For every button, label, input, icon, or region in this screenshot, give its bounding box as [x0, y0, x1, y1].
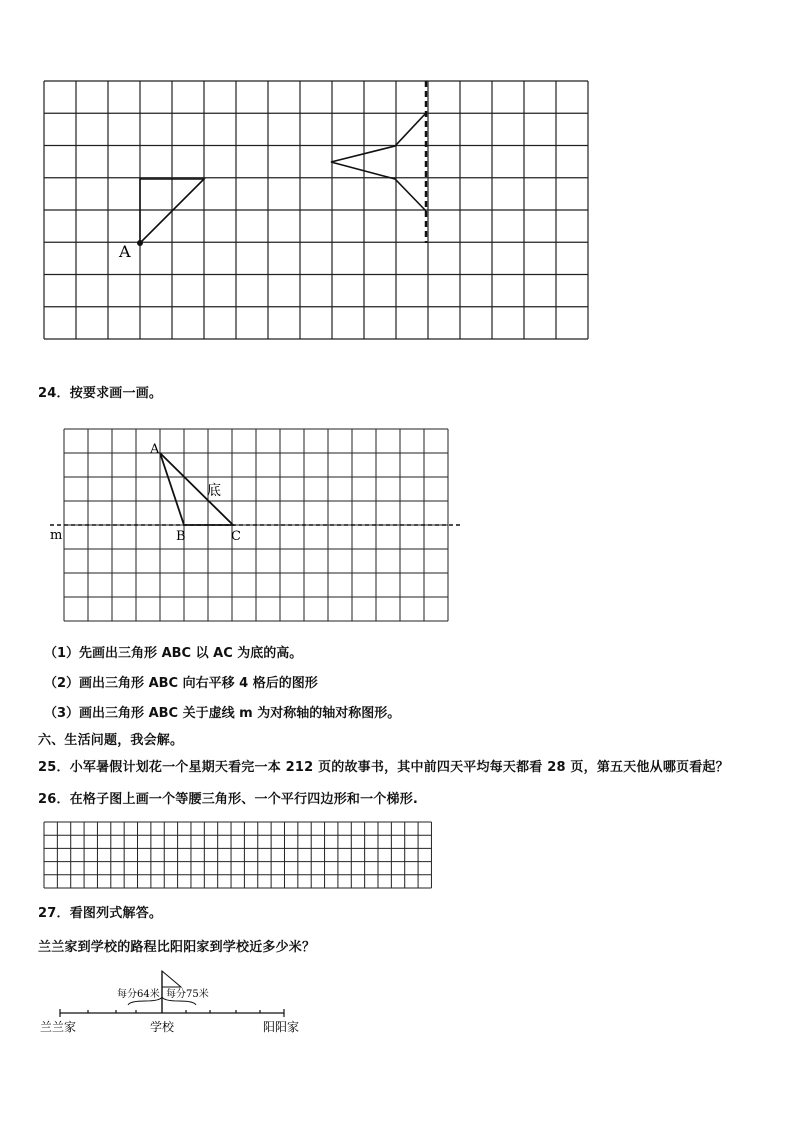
- flag-icon: [162, 971, 181, 987]
- place-school: 学校: [150, 1020, 175, 1034]
- q27-question: 兰兰家到学校的路程比阳阳家到学校近多少米？: [38, 940, 316, 955]
- speed-right: 每分75米: [166, 989, 209, 1000]
- q27-title: 27．看图列式解答。: [38, 906, 163, 921]
- figure-grid-3: [0, 815, 794, 895]
- figure-grid-2: [0, 420, 794, 630]
- label-c: C: [231, 529, 241, 544]
- q24-sub3: （3）画出三角形 ABC 关于虚线 m 为对称轴的轴对称图形。: [44, 706, 401, 721]
- q26-text: 26．在格子图上画一个等腰三角形、一个平行四边形和一个梯形.: [38, 792, 419, 807]
- half-arrow-shape: [331, 113, 426, 211]
- speed-left: 每分64米: [117, 989, 160, 1000]
- point-a-dot: [137, 240, 143, 246]
- q24-sub1: （1）先画出三角形 ABC 以 AC 为底的高。: [44, 646, 303, 661]
- grid-1-lines: [44, 81, 588, 339]
- q24-title: 24．按要求画一画。: [38, 386, 163, 401]
- figure-route-diagram: [0, 965, 794, 1045]
- grid-3-lines: [44, 822, 431, 888]
- label-b: B: [176, 529, 186, 544]
- place-right: 阳阳家: [263, 1020, 300, 1034]
- label-m: m: [50, 528, 63, 543]
- q24-sub2: （2）画出三角形 ABC 向右平移 4 格后的图形: [44, 676, 318, 691]
- triangle-abc: [160, 453, 233, 525]
- place-left: 兰兰家: [40, 1020, 77, 1034]
- label-a-1: A: [119, 242, 131, 261]
- label-a-2: A: [150, 442, 160, 457]
- q25-text: 25．小军暑假计划花一个星期天看完一本 212 页的故事书，其中前四天平均每天都看 28 页，第五天他从哪页看起？: [38, 760, 729, 775]
- figure-grid-1: [0, 0, 794, 360]
- section6-title: 六、生活问题，我会解。: [38, 733, 184, 748]
- label-base: 底: [207, 483, 221, 499]
